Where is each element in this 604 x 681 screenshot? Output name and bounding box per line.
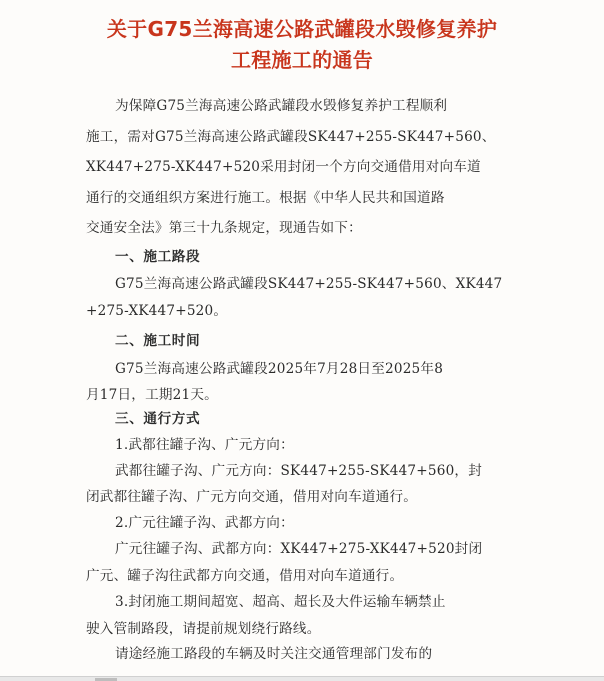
section-text: G75兰海高速公路武罐段2025年7月28日至2025年8 [115, 361, 444, 377]
closing-text: 请途经施工路段的车辆及时关注交通管理部门发布的 [115, 646, 433, 662]
section-text: 广元往罐子沟、武都方向：XK447+275-XK447+520封闭 [115, 541, 483, 557]
intro-line: 通行的交通组织方案进行施工。根据《中华人民共和国道路 [86, 190, 445, 206]
intro-line: XK447+275-XK447+520采用封闭一个方向交通借用对向车道 [86, 159, 481, 175]
section-heading-road: 一、施工路段 [115, 249, 201, 265]
subsection-heading: 2.广元往罐子沟、武都方向： [115, 515, 294, 531]
section-text: 广元、罐子沟往武都方向交通，借用对向车道通行。 [86, 568, 404, 584]
section-text: 武都往罐子沟、广元方向：SK447+255-SK447+560，封 [115, 463, 483, 479]
title-line-2: 工程施工的通告 [230, 48, 374, 72]
notice-title [40, 14, 564, 76]
section-heading-traffic: 三、通行方式 [115, 411, 201, 427]
section-text: 驶入管制路段，请提前规划绕行路线。 [86, 621, 321, 637]
subsection-heading: 1.武都往罐子沟、广元方向： [115, 437, 294, 453]
intro-line: 为保障G75兰海高速公路武罐段水毁修复养护工程顺利 [115, 98, 448, 114]
intro-line: 施工，需对G75兰海高速公路武罐段SK447+255-SK447+560、 [86, 129, 496, 145]
section-text: G75兰海高速公路武罐段SK447+255-SK447+560、XK447 [115, 276, 503, 292]
section-text: 闭武都往罐子沟、广元方向交通，借用对向车道通行。 [86, 489, 418, 505]
section-heading-time: 二、施工时间 [115, 333, 201, 349]
bottom-scrollbar[interactable] [0, 676, 604, 681]
section-text: +275-XK447+520。 [86, 303, 228, 319]
title-line-1: 关于G75兰海高速公路武罐段水毁修复养护 [106, 17, 498, 41]
section-text: 月17日，工期21天。 [86, 387, 218, 403]
section-text: 3.封闭施工期间超宽、超高、超长及大件运输车辆禁止 [115, 594, 446, 610]
intro-line: 交通安全法》第三十九条规定，现通告如下： [86, 220, 362, 236]
